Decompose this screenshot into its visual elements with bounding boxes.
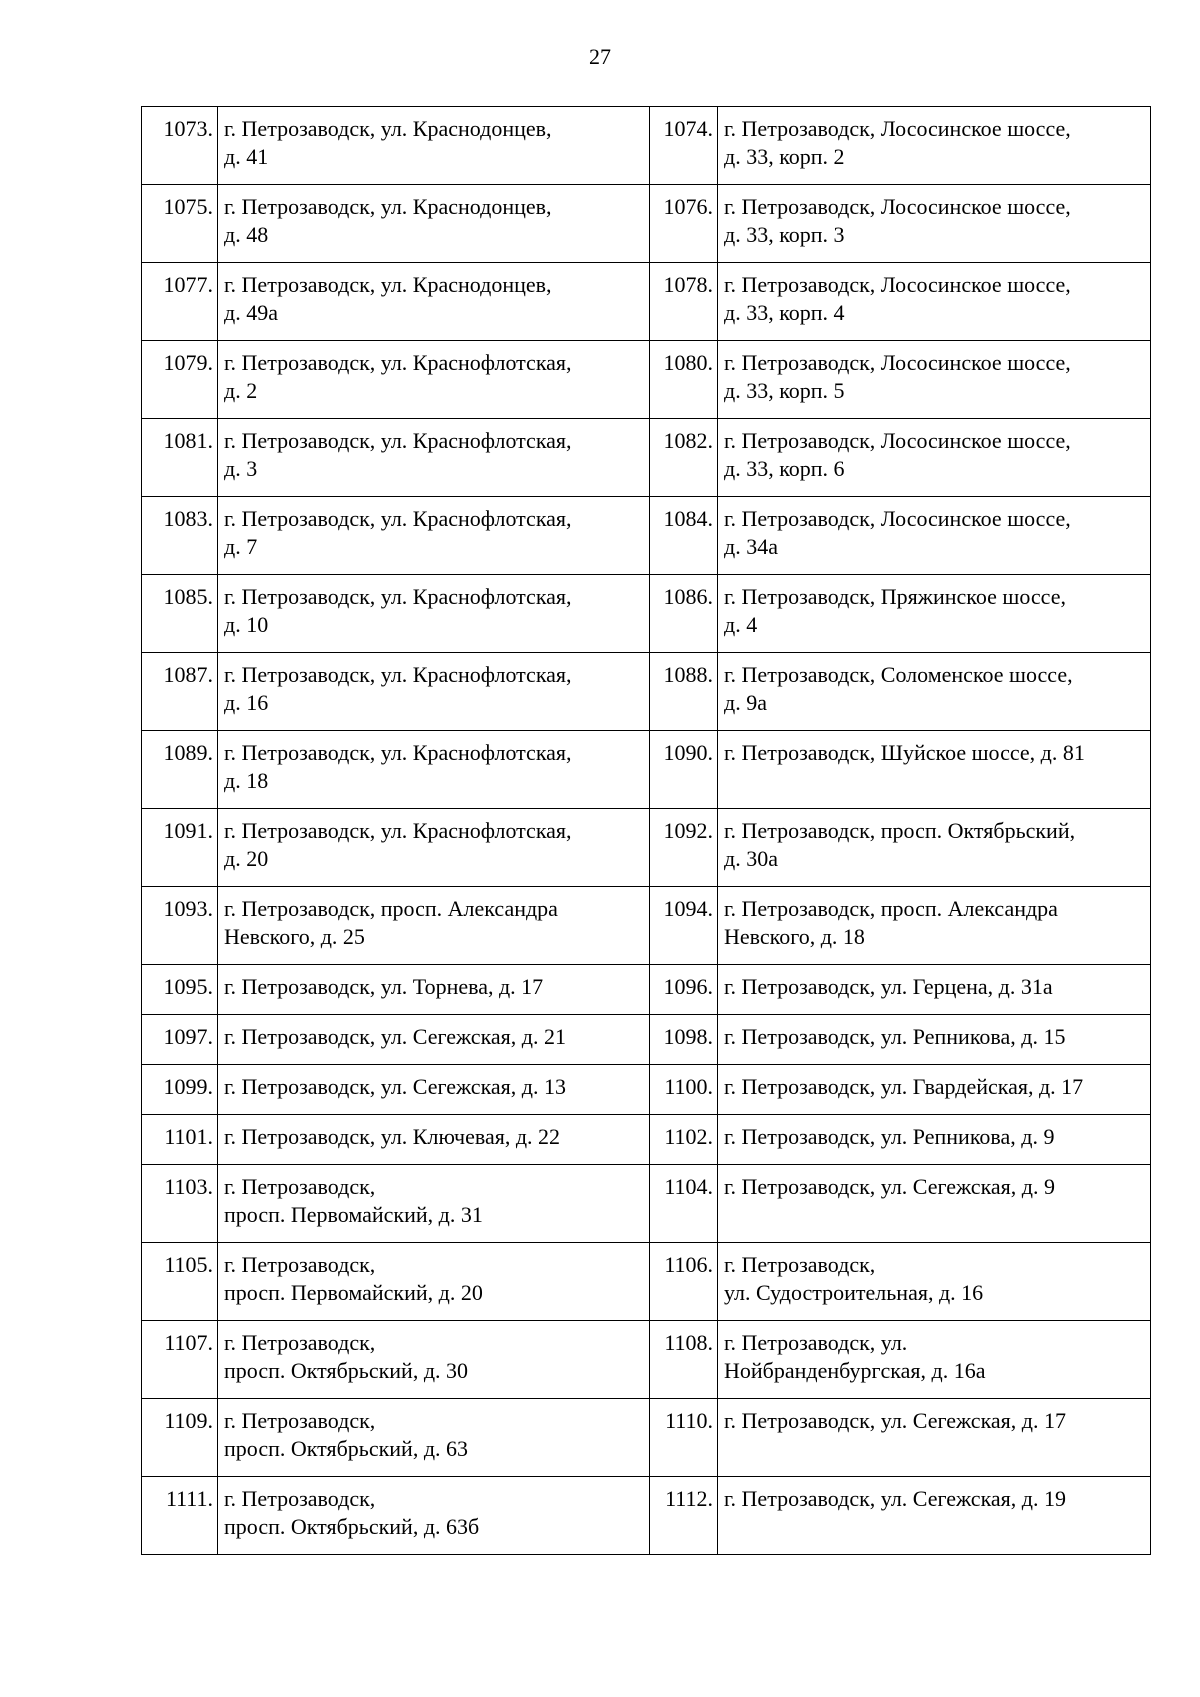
entry-number-right: 1080.: [650, 341, 718, 419]
table-row: [142, 1477, 1151, 1555]
table-row: [142, 1321, 1151, 1399]
entry-address-left: г. Петрозаводск, ул. Краснофлотская, д. 2: [218, 341, 650, 419]
table-row: [142, 575, 1151, 653]
entry-number-left: 1089.: [142, 731, 218, 809]
table-row: [142, 263, 1151, 341]
entry-address-right: г. Петрозаводск, Соломенское шоссе, д. 9а: [718, 653, 1151, 731]
table-row: [142, 341, 1151, 419]
entry-number-left: 1077.: [142, 263, 218, 341]
entry-address-left: г. Петрозаводск, просп. Октябрьский, д. 63: [218, 1399, 650, 1477]
entry-address-right: г. Петрозаводск, Шуйское шоссе, д. 81: [718, 731, 1151, 809]
table-row: [142, 965, 1151, 1015]
entry-address-right: г. Петрозаводск, Лососинское шоссе, д. 33, корп. 4: [718, 263, 1151, 341]
entry-address-left: г. Петрозаводск, просп. Первомайский, д. 20: [218, 1243, 650, 1321]
entry-address-right: г. Петрозаводск, ул. Репникова, д. 15: [718, 1015, 1151, 1065]
entry-address-right: г. Петрозаводск, ул. Репникова, д. 9: [718, 1115, 1151, 1165]
entry-address-right: г. Петрозаводск, Лососинское шоссе, д. 33, корп. 3: [718, 185, 1151, 263]
entry-number-right: 1082.: [650, 419, 718, 497]
entry-number-left: 1097.: [142, 1015, 218, 1065]
entry-number-right: 1100.: [650, 1065, 718, 1115]
table-row: [142, 887, 1151, 965]
entry-number-right: 1088.: [650, 653, 718, 731]
table-row: [142, 731, 1151, 809]
entry-number-left: 1073.: [142, 107, 218, 185]
entry-number-right: 1084.: [650, 497, 718, 575]
entry-address-left: г. Петрозаводск, ул. Краснодонцев, д. 49а: [218, 263, 650, 341]
entry-number-right: 1110.: [650, 1399, 718, 1477]
entry-address-left: г. Петрозаводск, ул. Краснофлотская, д. 20: [218, 809, 650, 887]
table-row: [142, 107, 1151, 185]
entry-number-left: 1103.: [142, 1165, 218, 1243]
entry-address-right: г. Петрозаводск, Лососинское шоссе, д. 34а: [718, 497, 1151, 575]
entry-address-left: г. Петрозаводск, ул. Торнева, д. 17: [218, 965, 650, 1015]
entry-address-left: г. Петрозаводск, ул. Краснодонцев, д. 41: [218, 107, 650, 185]
entry-number-right: 1078.: [650, 263, 718, 341]
table-row: [142, 497, 1151, 575]
entry-number-right: 1102.: [650, 1115, 718, 1165]
entry-address-right: г. Петрозаводск, Лососинское шоссе, д. 33, корп. 5: [718, 341, 1151, 419]
entry-number-right: 1096.: [650, 965, 718, 1015]
entry-address-right: г. Петрозаводск, ул. Нойбранденбургская, д. 16а: [718, 1321, 1151, 1399]
entry-number-left: 1101.: [142, 1115, 218, 1165]
entry-number-left: 1111.: [142, 1477, 218, 1555]
entry-number-right: 1106.: [650, 1243, 718, 1321]
entry-number-right: 1074.: [650, 107, 718, 185]
entry-address-right: г. Петрозаводск, Лососинское шоссе, д. 33, корп. 6: [718, 419, 1151, 497]
entry-number-right: 1076.: [650, 185, 718, 263]
entry-number-right: 1108.: [650, 1321, 718, 1399]
entry-number-right: 1090.: [650, 731, 718, 809]
entry-number-left: 1075.: [142, 185, 218, 263]
table-row: [142, 653, 1151, 731]
table-row: [142, 1243, 1151, 1321]
entry-address-left: г. Петрозаводск, ул. Краснодонцев, д. 48: [218, 185, 650, 263]
entry-number-left: 1105.: [142, 1243, 218, 1321]
entry-address-right: г. Петрозаводск, ул. Сегежская, д. 17: [718, 1399, 1151, 1477]
entry-number-right: 1094.: [650, 887, 718, 965]
entry-address-right: г. Петрозаводск, Пряжинское шоссе, д. 4: [718, 575, 1151, 653]
entry-address-right: г. Петрозаводск, ул. Герцена, д. 31а: [718, 965, 1151, 1015]
entry-address-left: г. Петрозаводск, ул. Сегежская, д. 13: [218, 1065, 650, 1115]
entry-address-left: г. Петрозаводск, ул. Краснофлотская, д. 18: [218, 731, 650, 809]
entry-address-left: г. Петрозаводск, ул. Краснофлотская, д. 10: [218, 575, 650, 653]
table-row: [142, 809, 1151, 887]
table-row: [142, 1115, 1151, 1165]
entry-address-left: г. Петрозаводск, ул. Краснофлотская, д. 3: [218, 419, 650, 497]
entry-address-right: г. Петрозаводск, ул. Сегежская, д. 9: [718, 1165, 1151, 1243]
entry-number-right: 1086.: [650, 575, 718, 653]
entry-number-left: 1083.: [142, 497, 218, 575]
table-row: [142, 419, 1151, 497]
entry-number-right: 1112.: [650, 1477, 718, 1555]
entry-number-left: 1099.: [142, 1065, 218, 1115]
entry-address-right: г. Петрозаводск, просп. Октябрьский, д. 30а: [718, 809, 1151, 887]
entry-address-left: г. Петрозаводск, просп. Александра Невского, д. 25: [218, 887, 650, 965]
table-row: [142, 1399, 1151, 1477]
address-table: [141, 106, 1151, 1555]
entry-address-right: г. Петрозаводск, ул. Судостроительная, д. 16: [718, 1243, 1151, 1321]
entry-number-right: 1104.: [650, 1165, 718, 1243]
entry-number-left: 1107.: [142, 1321, 218, 1399]
entry-address-left: г. Петрозаводск, ул. Сегежская, д. 21: [218, 1015, 650, 1065]
entry-number-left: 1087.: [142, 653, 218, 731]
table-row: [142, 1015, 1151, 1065]
entry-address-left: г. Петрозаводск, ул. Краснофлотская, д. 7: [218, 497, 650, 575]
address-table-body: [142, 107, 1151, 1555]
table-row: [142, 1165, 1151, 1243]
entry-address-right: г. Петрозаводск, Лососинское шоссе, д. 33, корп. 2: [718, 107, 1151, 185]
entry-address-left: г. Петрозаводск, ул. Ключевая, д. 22: [218, 1115, 650, 1165]
entry-number-left: 1081.: [142, 419, 218, 497]
entry-number-right: 1098.: [650, 1015, 718, 1065]
entry-number-left: 1093.: [142, 887, 218, 965]
entry-address-left: г. Петрозаводск, просп. Первомайский, д. 31: [218, 1165, 650, 1243]
table-row: [142, 185, 1151, 263]
entry-address-left: г. Петрозаводск, просп. Октябрьский, д. 63б: [218, 1477, 650, 1555]
entry-address-left: г. Петрозаводск, просп. Октябрьский, д. 30: [218, 1321, 650, 1399]
entry-address-right: г. Петрозаводск, просп. Александра Невского, д. 18: [718, 887, 1151, 965]
entry-number-left: 1079.: [142, 341, 218, 419]
entry-address-left: г. Петрозаводск, ул. Краснофлотская, д. 16: [218, 653, 650, 731]
entry-number-left: 1091.: [142, 809, 218, 887]
entry-address-right: г. Петрозаводск, ул. Гвардейская, д. 17: [718, 1065, 1151, 1115]
table-row: [142, 1065, 1151, 1115]
entry-address-right: г. Петрозаводск, ул. Сегежская, д. 19: [718, 1477, 1151, 1555]
page-number: 27: [589, 44, 611, 69]
entry-number-left: 1095.: [142, 965, 218, 1015]
entry-number-left: 1109.: [142, 1399, 218, 1477]
entry-number-left: 1085.: [142, 575, 218, 653]
entry-number-right: 1092.: [650, 809, 718, 887]
